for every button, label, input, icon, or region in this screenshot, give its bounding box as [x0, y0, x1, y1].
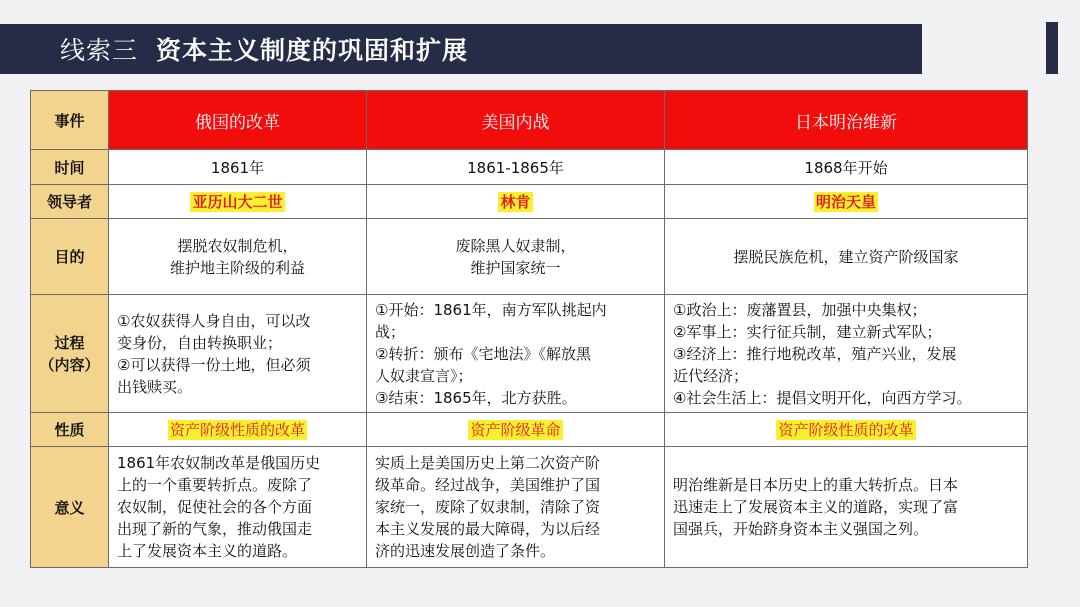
page-title: 资本主义制度的巩固和扩展 [156, 36, 469, 65]
purpose-usa [367, 219, 665, 295]
process-japan-line: ③经济上：推行地税改革，殖产兴业，发展 [673, 344, 957, 363]
purpose-russia-line: 摆脱农奴制危机， [177, 236, 298, 255]
row-header-purpose: 目的 [31, 219, 109, 295]
leader-russia-cell [109, 185, 367, 219]
significance-japan-line: 明治维新是日本历史上的重大转折点。日本 [673, 476, 959, 494]
leader-usa: 林肯 [500, 193, 531, 211]
significance-russia-line: 出现了新的气象，推动俄国走 [117, 520, 313, 538]
process-russia-line: 变身份，自由转换职业； [117, 333, 283, 352]
row-header-nature: 性质 [31, 413, 109, 447]
comparison-table [30, 90, 1028, 568]
significance-russia-line: 农奴制，促使社会的各个方面 [117, 498, 313, 516]
time-russia: 1861年 [109, 150, 367, 185]
clue-label: 线索三 [60, 36, 139, 65]
row-header-significance: 意义 [31, 447, 109, 568]
leader-usa-cell [367, 185, 665, 219]
process-usa-line: 人奴隶宣言》； [375, 366, 473, 385]
nature-russia-cell [109, 413, 367, 447]
purpose-usa-line: 废除黑人奴隶制， [455, 236, 576, 255]
nature-usa-cell [367, 413, 665, 447]
process-japan-line: ①政治上：废藩置县，加强中央集权； [673, 300, 927, 319]
row-header-process [31, 295, 109, 413]
row-header-leader: 领导者 [31, 185, 109, 219]
process-usa [367, 295, 665, 413]
process-japan [665, 295, 1028, 413]
row-header-time: 时间 [31, 150, 109, 185]
significance-russia-line: 上的一个重要转折点。废除了 [117, 476, 313, 494]
table-row-nature [31, 413, 1028, 447]
significance-russia-line: 上了发展资本主义的道路。 [117, 542, 298, 560]
purpose-usa-line: 维护国家统一 [470, 258, 561, 277]
purpose-japan-line: 摆脱民族危机，建立资产阶级国家 [733, 247, 959, 266]
significance-usa-line: 济的迅速发展创造了条件。 [375, 542, 556, 560]
table-row-time [31, 150, 1028, 185]
time-japan: 1868年开始 [665, 150, 1028, 185]
nature-russia: 资产阶级性质的改革 [169, 421, 305, 439]
process-russia [109, 295, 367, 413]
table-row-event [31, 91, 1028, 150]
significance-russia-line: 1861年农奴制改革是俄国历史 [117, 454, 321, 472]
nature-japan: 资产阶级性质的改革 [778, 421, 914, 439]
event-japan: 日本明治维新 [665, 91, 1028, 150]
table-row-process [31, 295, 1028, 413]
table-row-leader [31, 185, 1028, 219]
significance-usa [367, 447, 665, 568]
time-usa: 1861-1865年 [367, 150, 665, 185]
significance-japan-line: 迅速走上了发展资本主义的道路，实现了富 [673, 498, 959, 516]
leader-japan: 明治天皇 [815, 193, 876, 211]
table-row-purpose [31, 219, 1028, 295]
event-usa: 美国内战 [367, 91, 665, 150]
title-bar [0, 24, 922, 74]
process-russia-line: 出钱赎买。 [117, 377, 193, 396]
significance-usa-line: 家统一，废除了奴隶制，清除了资 [375, 498, 601, 516]
process-japan-line: ④社会生活上：提倡文明开化，向西方学习。 [673, 388, 972, 407]
purpose-russia-line: 维护地主阶级的利益 [169, 258, 305, 277]
significance-usa-line: 级革命。经过战争，美国维护了国 [375, 476, 601, 494]
significance-japan [665, 447, 1028, 568]
process-usa-line: ③结束：1865年，北方获胜。 [375, 388, 577, 407]
process-russia-line: ②可以获得一份土地，但必须 [117, 355, 311, 374]
row-header-process-line2: （内容） [39, 355, 100, 374]
event-russia: 俄国的改革 [109, 91, 367, 150]
process-russia-line: ①农奴获得人身自由，可以改 [117, 311, 311, 330]
process-japan-line: ②军事上：实行征兵制，建立新式军队； [673, 322, 942, 341]
process-usa-line: ②转折：颁布《宅地法》《解放黑 [375, 344, 591, 363]
process-usa-line: 战； [375, 322, 406, 341]
significance-japan-line: 国强兵，开始跻身资本主义强国之列。 [673, 520, 929, 538]
process-japan-line: 近代经济； [673, 366, 749, 385]
leader-japan-cell [665, 185, 1028, 219]
row-header-process-line1: 过程 [54, 333, 85, 352]
significance-usa-line: 本主义发展的最大障碍，为以后经 [375, 520, 601, 538]
significance-usa-line: 实质上是美国历史上第二次资产阶 [375, 454, 601, 472]
significance-russia [109, 447, 367, 568]
process-usa-line: ①开始：1861年，南方军队挑起内 [375, 300, 607, 319]
nature-usa: 资产阶级革命 [470, 421, 561, 439]
purpose-russia [109, 219, 367, 295]
row-header-event: 事件 [31, 91, 109, 150]
nature-japan-cell [665, 413, 1028, 447]
leader-russia: 亚历山大二世 [192, 193, 283, 211]
side-accent-bar [1046, 22, 1058, 74]
purpose-japan [665, 219, 1028, 295]
table-row-significance [31, 447, 1028, 568]
